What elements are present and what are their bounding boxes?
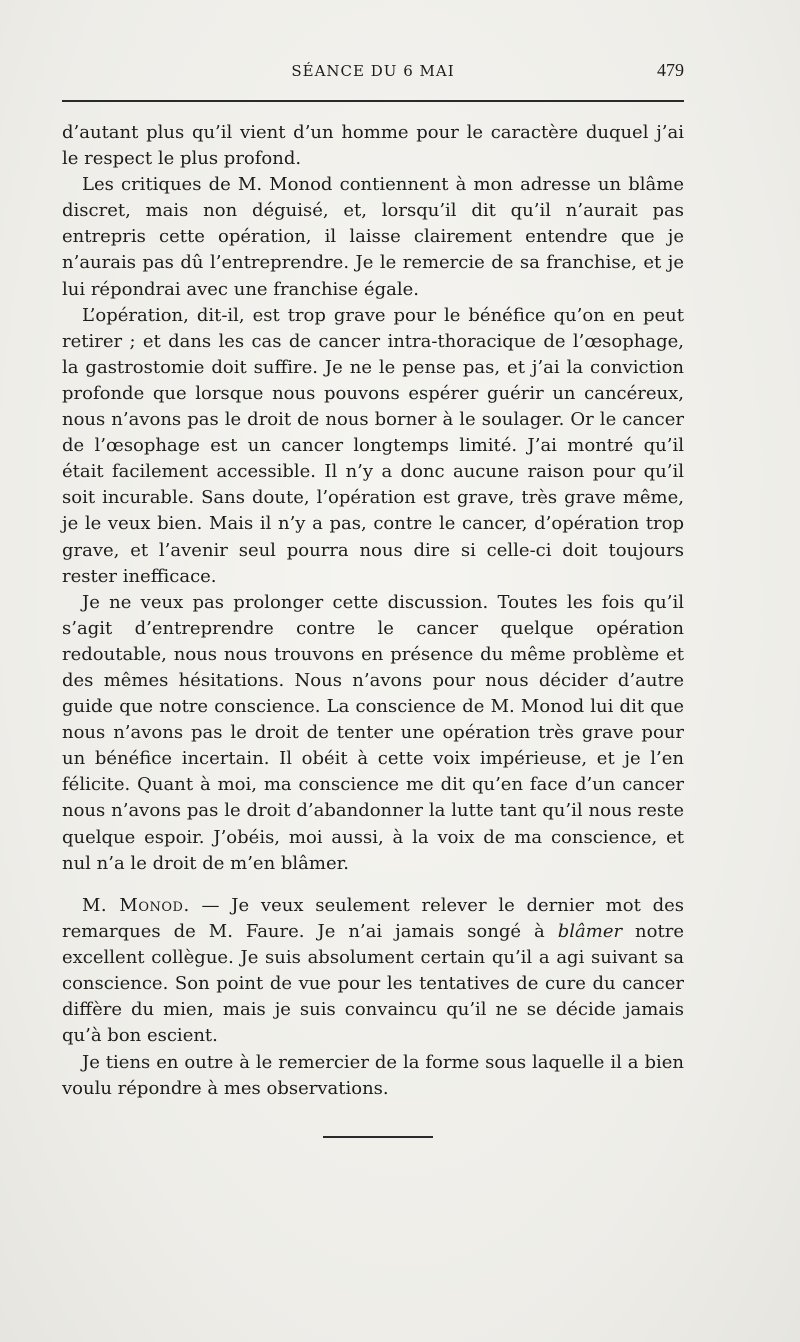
- reply-paragraph: [62, 893, 684, 1050]
- reply-text-before: Je veux seulement relever le dernier mot des remarques de M. Faure. Je n’ai jamais songé à: [62, 895, 684, 943]
- reply-closing: Je tiens en outre à le remercier de la forme sous laquelle il a bien voulu répondre à mes observations.: [62, 1051, 684, 1099]
- section-end-rule: [323, 1136, 433, 1138]
- reply-italic-word: blâmer: [557, 921, 623, 943]
- main-text: [62, 120, 684, 877]
- header-rule: [62, 100, 684, 102]
- reply-text-after: notre excellent collègue. Je suis absolument certain qu’il a agi suivant sa conscience. Son point de vue pour les tentatives de cure du cancer diffère du mien, mais je suis convaincu qu’il ne se décide jamais qu’à bon escient.: [62, 921, 684, 1047]
- speaker-name: M. Monod.: [82, 895, 190, 916]
- speaker-dash: —: [189, 895, 232, 916]
- page-number: 479: [657, 60, 684, 80]
- paragraph: Je ne veux pas prolonger cette discussion. Toutes les fois qu’il s’agit d’entreprendre contre le cancer quelque opération redoutable, nous nous trouvons en présence du même problème et des mêmes hésitations. Nous n’avons pour nous décider d’autre guide que notre conscience. La conscience de M. Monod lui dit que nous n’avons pas le droit de tenter une opération très grave pour un bénéfice incertain. Il obéit à cette voix impérieuse, et je l’en félicite. Quant à moi, ma conscience me dit qu’en face d’un cancer nous n’avons pas le droit d’abandonner la lutte tant qu’il nous reste quelque espoir. J’obéis, moi aussi, à la voix de ma conscience, et nul n’a le droit de m’en blâmer.: [62, 591, 684, 874]
- reply-section: [62, 893, 684, 1102]
- running-head: SÉANCE DU 6 MAI: [291, 62, 455, 80]
- paragraph: Les critiques de M. Monod contiennent à mon adresse un blâme discret, mais non déguisé, et, lorsqu’il dit qu’il n’aurait pas entrepris cette opération, il laisse clairement entendre que je n’aurais pas dû l’entreprendre. Je le remercie de sa franchise, et je lui répondrai avec une franchise égale.: [62, 174, 684, 300]
- paragraph-continuation: d’autant plus qu’il vient d’un homme pour le caractère duquel j’ai le respect le plus profond.: [62, 122, 684, 170]
- page-header: [62, 54, 684, 94]
- paragraph: L’opération, dit-il, est trop grave pour le bénéfice qu’on en peut retirer ; et dans les cas de cancer intra-thoracique de l’œsophage, la gastrostomie doit suffire. Je ne le pense pas, et j’ai la conviction profonde que lorsque nous pouvons espérer guérir un cancéreux, nous n’avons pas le droit de nous borner à le soulager. Or le cancer de l’œsophage est un cancer longtemps limité. J’ai montré qu’il était facilement accessible. Il n’y a donc aucune raison pour qu’il soit incurable. Sans doute, l’opération est grave, très grave même, je le veux bien. Mais il n’y a pas, contre le cancer, d’opération trop grave, et l’avenir seul pourra nous dire si celle-ci doit toujours rester inefficace.: [62, 304, 684, 587]
